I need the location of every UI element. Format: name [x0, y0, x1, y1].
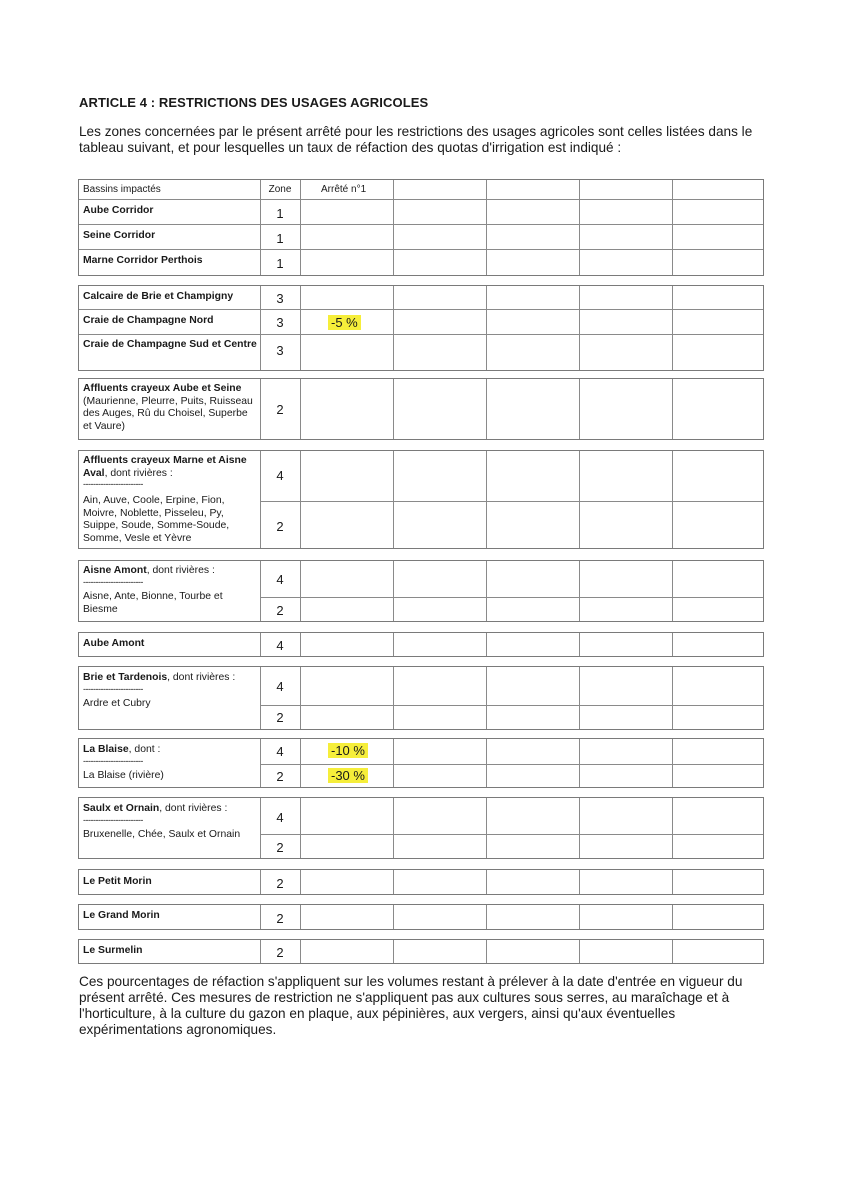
zone-value: 2 [276, 840, 284, 855]
table-group-grand-morin [78, 904, 764, 930]
table-group-corridors [78, 179, 764, 276]
zone-value: 3 [276, 291, 284, 306]
header-zone: Zone [268, 184, 292, 195]
zone-value: 2 [276, 519, 284, 534]
row-label: Aube Amont [83, 638, 145, 649]
row-label-detail: , dont rivières : [104, 467, 173, 479]
article-heading: ARTICLE 4 : RESTRICTIONS DES USAGES AGRICOLES [79, 95, 429, 110]
row-label-detail: , dont rivières : [167, 672, 236, 683]
header-arrete: Arrêté n°1 [321, 184, 367, 195]
row-label: Le Petit Morin [83, 876, 152, 887]
row-label: Brie et Tardenois [83, 672, 168, 683]
row-label: Affluents crayeux Aube et Seine [83, 383, 242, 394]
row-label-detail: , dont rivières : [146, 565, 215, 576]
separator-dashes: ------------------------ [83, 576, 143, 587]
zone-value: 4 [276, 468, 284, 483]
row-label: Saulx et Ornain [83, 803, 160, 814]
river-list: Ardre et Cubry [83, 698, 151, 709]
river-list: Bruxenelle, Chée, Saulx et Ornain [83, 829, 241, 840]
row-label: Seine Corridor [83, 230, 156, 241]
zone-value: 4 [276, 638, 284, 653]
row-label: Aube Corridor [83, 205, 154, 216]
intro-paragraph: Les zones concernées par le présent arrêté pour les restrictions des usages agricoles sont celles listées dans le tableau suivant, et pour lesquelles un taux de réfaction des quotas d'irrigation est indiqué : [79, 124, 753, 155]
separator-dashes: ------------------------ [83, 479, 143, 489]
table-group-affluents-aube [78, 378, 764, 440]
table-group-la-blaise [78, 738, 764, 788]
zone-value: 1 [276, 231, 284, 246]
zone-value: 2 [276, 945, 284, 960]
zone-value: 4 [276, 744, 284, 759]
reduction-value: -5 % [328, 315, 361, 330]
separator-dashes: ------------------------ [83, 683, 143, 694]
header-basin: Bassins impactés [83, 184, 161, 195]
row-label: Marne Corridor Perthois [83, 255, 203, 266]
zone-value: 4 [276, 572, 284, 587]
river-list: La Blaise (rivière) [83, 770, 164, 781]
zone-value: 2 [276, 911, 284, 926]
zone-value: 3 [276, 343, 284, 358]
closing-paragraph: Ces pourcentages de réfaction s'appliquent sur les volumes restant à prélever à la date d'entrée en vigueur du présent arrêté. Ces mesures de restriction ne s'appliquent pas aux cultures sous serres, au maraîchage et à l'horticulture, à la culture du gazon en plaque, aux pépinières, aux vergers, ainsi qu'aux éventuelles expérimentations agronomiques. [79, 974, 743, 1037]
zone-value: 4 [276, 810, 284, 825]
zone-value: 2 [276, 710, 284, 725]
table-group-craie [78, 285, 764, 371]
separator-dashes: ------------------------ [83, 814, 143, 825]
table-group-saulx-ornain [78, 797, 764, 859]
row-label: Calcaire de Brie et Champigny [83, 291, 234, 302]
table-group-surmelin [78, 939, 764, 964]
row-label-detail: , dont : [128, 744, 161, 755]
row-label: Craie de Champagne Nord [83, 315, 214, 326]
table-group-aisne-amont [78, 560, 764, 622]
row-label-detail: (Maurienne, Pleurre, Puits, Ruisseau des Auges, Rû du Choisel, Superbe et Vaure) [83, 395, 253, 432]
reduction-value: -10 % [328, 743, 368, 758]
reduction-value: -30 % [328, 768, 368, 783]
separator-dashes: ------------------------ [83, 755, 143, 766]
row-label: Affluents crayeux Marne et Aisne Aval [83, 455, 247, 479]
row-label: Le Surmelin [83, 945, 143, 956]
table-group-brie-tardenois [78, 666, 764, 730]
zone-value: 1 [276, 256, 284, 271]
river-list: Ain, Auve, Coole, Erpine, Fion, Moivre, Noblette, Pisseleu, Py, Suippe, Soude, Somme-Soude, Somme, Vesle et Yèvre [83, 495, 230, 544]
row-label: La Blaise [83, 744, 129, 755]
zone-value: 2 [276, 402, 284, 417]
row-label: Le Grand Morin [83, 910, 160, 921]
table-group-aube-amont [78, 632, 764, 657]
zone-value: 3 [276, 315, 284, 330]
row-label: Craie de Champagne Sud et Centre [83, 339, 257, 350]
row-label-detail: , dont rivières : [159, 803, 228, 814]
zone-value: 2 [276, 603, 284, 618]
table-group-affluents-marne [78, 450, 764, 549]
zone-value: 1 [276, 206, 284, 221]
table-group-petit-morin [78, 869, 764, 895]
row-label: Aisne Amont [83, 565, 147, 576]
river-list: Aisne, Ante, Bionne, Tourbe et Biesme [83, 591, 223, 615]
zone-value: 2 [276, 876, 284, 891]
zone-value: 4 [276, 679, 284, 694]
zone-value: 2 [276, 769, 284, 784]
